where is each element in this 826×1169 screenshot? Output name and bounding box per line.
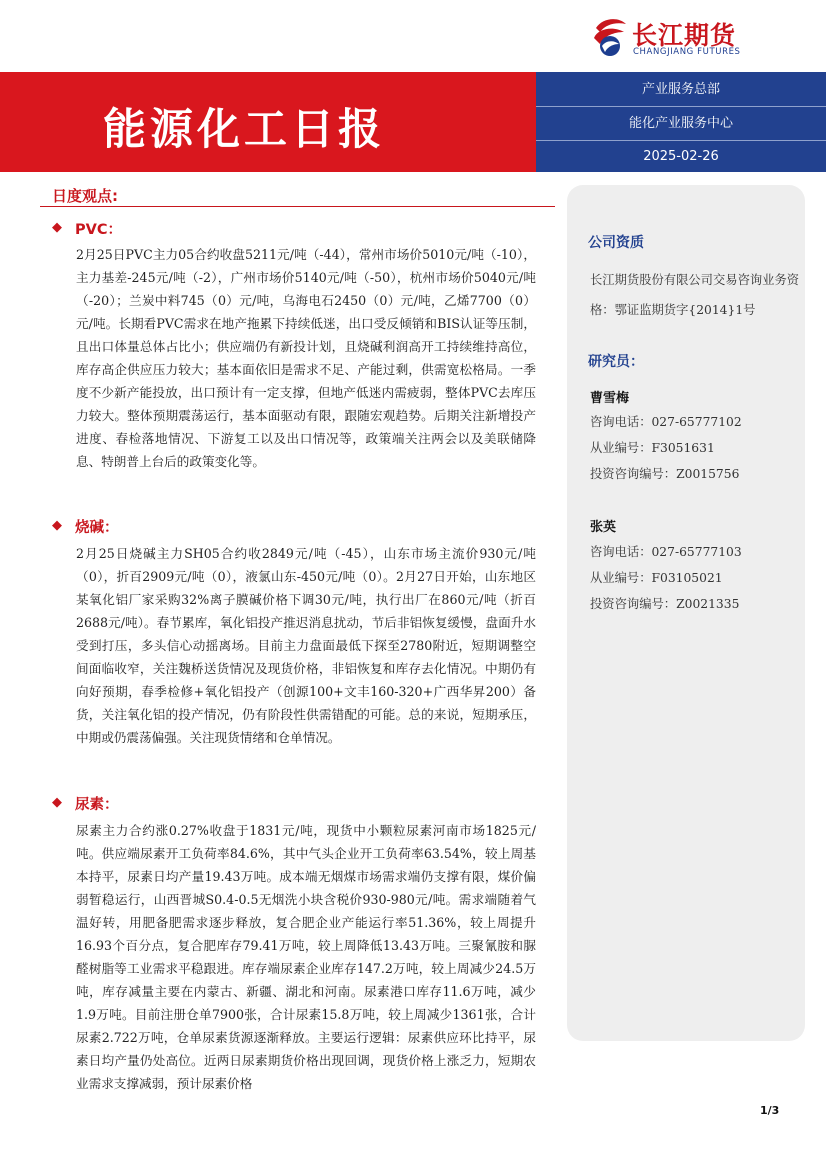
analyst-phone: 咨询电话：027-65777102	[590, 415, 742, 429]
analyst-advisory-number: 投资咨询编号：Z0015756	[590, 467, 740, 481]
company-logo	[592, 14, 762, 60]
section-title: 日度观点:	[52, 187, 118, 205]
center-label: 能化产业服务中心	[628, 116, 733, 131]
diamond-bullet-icon: ◆	[52, 220, 62, 235]
company-qualification-text: 长江期货股份有限公司交易咨询业务资格：鄂证监期货字{2014}1号	[590, 273, 800, 317]
caustic-heading: 烧碱：	[75, 520, 119, 536]
logo-text: 长江期货	[632, 21, 737, 50]
diamond-bullet-icon: ◆	[52, 518, 62, 533]
dept-label: 产业服务总部	[641, 82, 720, 97]
urea-heading: 尿素：	[75, 797, 119, 813]
urea-paragraph: 尿素主力合约涨0.27%收盘于1831元/吨，现货中小颗粒尿素河南市场1825元/吨。供应端尿素开工负荷率84.6%，其中气头企业开工负荷率63.54%，较上周基本持平，尿素日均产量19.43万吨。成本端无烟煤市场需求端仍支撑有限，煤价偏弱暂稳运行，山西晋城S0.4-0.5无烟洗小块含税价930-980元/吨。需求端随着气温好转，用肥备肥需求逐步释放，复合肥企业产能运行率51.36%，较上周提升16.93个百分点，复合肥库存79.41万吨，较上周降低13.43万吨。三聚氰胺和脲醛树脂等工业需求平稳跟进。库存端尿素企业库存147.2万吨，较上周减少24.5万吨，库存减量主要在内蒙古、新疆、湖北和河南。尿素港口库存11.6万吨，减少1.9万吨。目前注册仓单7900张，合计尿素15.8万吨，较上周减少1361张，合计尿素2.722万吨，仓单尿素货源逐渐释放。主要运行逻辑：尿素供应环比持平，尿素日均产量仍处高位。近两日尿素期货价格出现回调，现货价格上涨乏力，短期农业需求支撑减弱，预计尿素价格	[76, 823, 536, 1091]
header-info-panel	[536, 72, 826, 172]
analyst-license: 从业编号：F03105021	[590, 571, 723, 585]
logo-swirl-icon	[592, 14, 628, 60]
section-divider	[40, 206, 555, 207]
report-title: 能源化工日报	[103, 105, 385, 155]
researchers-heading: 研究员：	[588, 354, 644, 370]
analyst-name: 张英	[590, 520, 617, 535]
pvc-heading: PVC：	[75, 222, 122, 238]
page-number: 1/3	[760, 1104, 780, 1117]
analyst-license: 从业编号：F3051631	[590, 441, 715, 455]
logo-subtext: CHANGJIANG FUTURES	[633, 47, 741, 57]
analyst-advisory-number: 投资咨询编号：Z0021335	[590, 597, 740, 611]
pvc-paragraph: 2月25日PVC主力05合约收盘5211元/吨（-44），常州市场价5010元/吨（-10），主力基差-245元/吨（-2），广州市场价5140元/吨（-50），杭州市场价5040元/吨（-20）；兰炭中料745（0）元/吨，乌海电石2450（0）元/吨，乙烯7700（0）元/吨。长期看PVC需求在地产拖累下持续低迷，出口受反倾销和BIS认证等压制，且出口体量总体占比小；供应端仍有新投计划，且烧碱利润高开工持续维持高位，库存高企供应压力较大；基本面依旧是需求不足、产能过剩，供需宽松格局。一季度不少新产能投放，出口预计有一定支撑，但地产低迷内需疲弱，整体PVC去库压力较大。整体预期震荡运行，基本面驱动有限，跟随宏观趋势。后期关注新增投产进度、春检落地情况、下游复工以及出口情况等，政策端关注两会以及美联储降息、特朗普上台后的政策变化等。	[76, 247, 536, 469]
company-qualification-heading: 公司资质	[588, 235, 644, 251]
report-date: 2025-02-26	[643, 149, 719, 164]
caustic-paragraph: 2月25日烧碱主力SH05合约收2849元/吨（-45），山东市场主流价930元/吨（0），折百2909元/吨（0），液氯山东-450元/吨（0）。2月27日开始，山东地区某氧化铝厂家采购32%离子膜碱价格下调30元/吨，执行出厂在860元/吨（折百2688元/吨）。春节累库，氧化铝投产推迟消息扰动，节后非铝恢复缓慢，盘面升水受到打压，多头信心动摇离场。目前主力盘面最低下探至2780附近，短期调整空间面临收窄，关注魏桥送货情况及现货价格，非铝恢复和库存去化情况。中期仍有向好预期，春季检修+氧化铝投产（创源100+文丰160-320+广西华昇200）备货，关注氧化铝的投产情况，仍有阶段性供需错配的可能。总的来说，短期承压，中期或仍震荡偏强。关注现货情绪和仓单情况。	[76, 546, 536, 745]
analyst-phone: 咨询电话：027-65777103	[590, 545, 742, 559]
diamond-bullet-icon: ◆	[52, 795, 62, 810]
analyst-name: 曹雪梅	[590, 391, 630, 406]
